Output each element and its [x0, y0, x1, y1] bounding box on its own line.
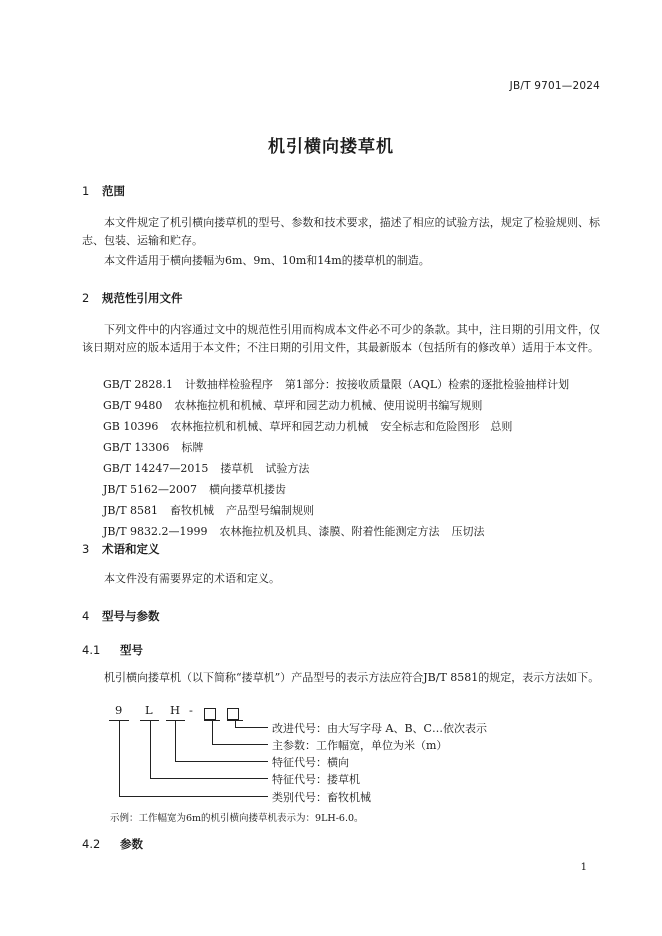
connector — [235, 727, 268, 728]
reference-item — [103, 397, 482, 413]
designation-label: 特征代号：横向 — [272, 756, 349, 769]
connector — [150, 778, 268, 779]
section-title: 范围 — [102, 184, 125, 198]
section-number: 4.2 — [82, 837, 101, 851]
reference-item — [103, 376, 569, 392]
section-4-1-heading — [82, 642, 143, 658]
scope-paragraph-2: 本文件适用于横向搂幅为6m、9m、10m和14m的搂草机的制造。 — [104, 254, 430, 267]
connector — [175, 761, 268, 762]
section-2-heading — [82, 290, 183, 306]
section-number: 4.1 — [82, 643, 101, 657]
section-4-2-heading — [82, 836, 143, 852]
reference-title: 农林拖拉机和机械、草坪和园艺动力机械 — [170, 420, 369, 433]
reference-item — [103, 460, 309, 476]
reference-code: GB/T 14247—2015 — [103, 462, 209, 475]
page-number: 1 — [580, 862, 587, 873]
section-number: 3 — [82, 542, 90, 556]
terms-paragraph: 本文件没有需要界定的术语和定义。 — [104, 572, 280, 585]
section-title: 术语和定义 — [102, 542, 160, 556]
reference-item — [103, 439, 203, 455]
connector — [119, 796, 268, 797]
designation-label: 类别代号：畜牧机械 — [272, 791, 371, 804]
reference-item — [103, 481, 286, 497]
reference-title: 农林拖拉机和机械、草坪和园艺动力机械、使用说明书编写规则 — [174, 399, 483, 412]
designation-char: 9 — [115, 703, 123, 717]
reference-title: 搂草机 — [220, 462, 254, 475]
connector — [212, 720, 213, 745]
reference-item — [103, 523, 485, 539]
section-4-heading — [82, 608, 160, 624]
connector — [212, 744, 268, 745]
section-number: 2 — [82, 291, 90, 305]
section-title: 型号与参数 — [102, 609, 160, 623]
reference-item — [103, 418, 512, 434]
reference-item — [103, 502, 314, 518]
connector — [175, 720, 176, 762]
reference-title: 横向搂草机搂齿 — [209, 483, 287, 496]
reference-code: JB/T 5162—2007 — [103, 483, 198, 496]
section-title: 参数 — [120, 837, 143, 851]
scope-paragraph-1: 本文件规定了机引横向搂草机的型号、参数和技术要求，描述了相应的试验方法，规定了检验规则、标志、包装、运输和贮存。 — [82, 216, 600, 247]
reference-title-part: 安全标志和危险图形 总则 — [380, 420, 513, 433]
reference-title: 标牌 — [181, 441, 204, 454]
section-1-heading — [82, 183, 125, 199]
designation-label: 特征代号：搂草机 — [272, 773, 360, 786]
reference-code: JB/T 9832.2—1999 — [103, 525, 208, 538]
references-intro: 下列文件中的内容通过文中的规范性引用而构成本文件必不可少的条款。其中，注日期的引用文件，仅该日期对应的版本适用于本文件；不注日期的引用文件，其最新版本（包括所有的修改单）适用于本文件。 — [82, 323, 600, 354]
reference-code: GB/T 2828.1 — [103, 378, 173, 391]
connector — [150, 720, 151, 779]
section-number: 4 — [82, 609, 90, 623]
reference-title: 农林拖拉机及机具、漆膜、附着性能测定方法 — [219, 525, 440, 538]
section-3-heading — [82, 541, 160, 557]
example-note: 示例：工作幅宽为6m的机引横向搂草机表示为：9LH-6.0。 — [110, 813, 364, 824]
reference-code: GB/T 13306 — [103, 441, 170, 454]
designation-label: 改进代号：由大写字母 A、B、C…依次表示 — [272, 722, 487, 735]
section-number: 1 — [82, 184, 90, 198]
section-title: 型号 — [120, 643, 143, 657]
reference-title-part: 试验方法 — [265, 462, 310, 475]
reference-code: GB/T 9480 — [103, 399, 163, 412]
section-title: 规范性引用文件 — [102, 291, 183, 305]
connector — [119, 720, 120, 797]
reference-title: 畜牧机械 — [170, 504, 215, 517]
reference-title-part: 产品型号编制规则 — [226, 504, 315, 517]
designation-char: H — [170, 703, 181, 717]
document-title: 机引横向搂草机 — [268, 137, 394, 157]
reference-code: JB/T 8581 — [103, 504, 159, 517]
designation-label: 主参数：工作幅宽，单位为米（m） — [272, 739, 448, 752]
reference-title: 计数抽样检验程序 — [184, 378, 273, 391]
model-paragraph: 机引横向搂草机（以下简称“搂草机”）产品型号的表示方法应符合JB/T 8581的规定，表示方法如下。 — [104, 671, 600, 684]
reference-code: GB 10396 — [103, 420, 159, 433]
designation-char: L — [145, 703, 153, 717]
reference-title-part: 第1部分：按接收质量限（AQL）检索的逐批检验抽样计划 — [284, 378, 570, 391]
standard-number: JB/T 9701—2024 — [509, 80, 600, 92]
designation-char: - — [189, 703, 193, 717]
reference-title-part: 压切法 — [451, 525, 485, 538]
